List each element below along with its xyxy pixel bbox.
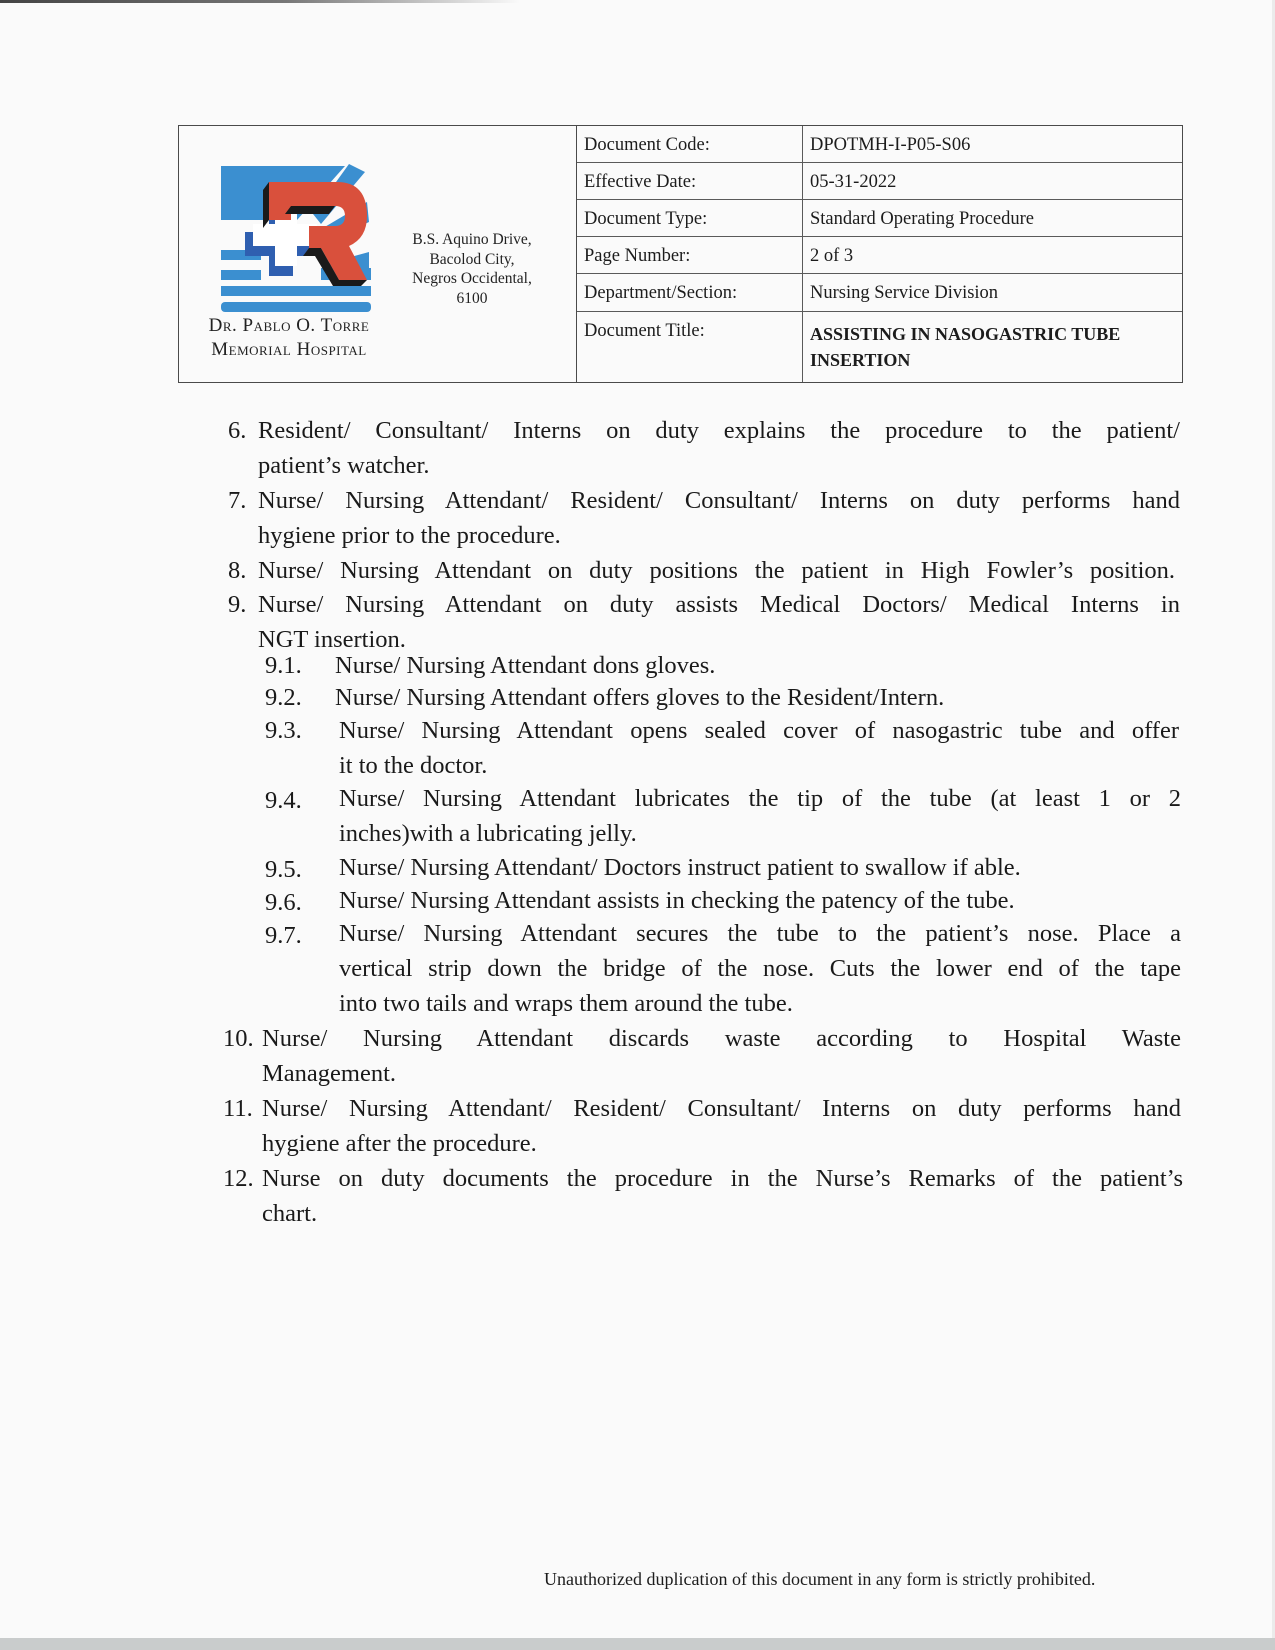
step-text: Nurse/ Nursing Attendant on duty assists Medical Doctors/ Medical Interns in [258,591,1180,618]
step-text: Management. [262,1060,397,1087]
address-line: 6100 [456,289,488,307]
address-line: Negros Occidental, [412,270,532,287]
hospital-identity-cell [179,126,577,382]
step-number: 11. [223,1095,253,1122]
step-text: NGT insertion. [258,626,406,653]
substep-text: Nurse/ Nursing Attendant secures the tube to the patient’s nose. Place a [339,920,1181,947]
hospital-name [189,314,389,362]
step-text: Nurse/ Nursing Attendant/ Resident/ Consultant/ Interns on duty performs hand [258,487,1180,514]
meta-label: Document Code: [584,135,710,155]
meta-label: Page Number: [584,246,691,266]
substep-number: 9.6. [265,889,302,916]
meta-row-page-number [577,237,1182,274]
substep-text: Nurse/ Nursing Attendant opens sealed cover of nasogastric tube and offer [339,717,1179,744]
substep-number: 9.4. [265,787,302,814]
hospital-name-line-2: Memorial Hospital [211,339,367,360]
step-number: 10. [223,1025,254,1052]
substep-text: Nurse/ Nursing Attendant dons gloves. [335,652,716,679]
hospital-address [397,230,547,308]
substep-text: Nurse/ Nursing Attendant lubricates the tip of the tube (at least 1 or 2 [339,785,1181,812]
meta-value: Nursing Service Division [810,283,999,303]
meta-row-document-title [577,312,1182,382]
substep-text: into two tails and wraps them around the tube. [339,990,793,1017]
address-line: Bacolod City, [429,250,515,268]
step-text: Nurse/ Nursing Attendant/ Resident/ Consultant/ Interns on duty performs hand [262,1095,1181,1122]
substep-number: 9.7. [265,922,302,949]
meta-label: Document Type: [584,209,708,229]
substep-text: it to the doctor. [339,752,488,779]
meta-label: Effective Date: [584,172,697,192]
substep-number: 9.2. [265,684,302,711]
address-line: B.S. Aquino Drive, [412,231,532,248]
step-text: Nurse on duty documents the procedure in the Nurse’s Remarks of the patient’s [262,1165,1183,1192]
meta-row-department [577,274,1182,312]
substep-number: 9.3. [265,717,302,744]
step-number: 7. [228,487,247,514]
step-text: patient’s watcher. [258,452,430,479]
meta-label: Document Title: [584,321,705,341]
document-title: ASSISTING IN NASOGASTRIC TUBE INSERTION [810,324,1121,370]
scan-edge-bottom [0,1638,1275,1650]
step-text: Resident/ Consultant/ Interns on duty explains the procedure to the patient/ [258,417,1180,444]
substep-text: Nurse/ Nursing Attendant offers gloves to the Resident/Intern. [335,684,945,711]
step-number: 12. [223,1165,254,1192]
footer-notice: Unauthorized duplication of this document in any form is strictly prohibited. [544,1569,1096,1589]
meta-row-effective-date [577,163,1182,200]
meta-value: 2 of 3 [810,246,854,266]
meta-value: 05-31-2022 [810,172,897,192]
substep-number: 9.1. [265,652,302,679]
meta-row-document-type [577,200,1182,237]
scan-edge-artifact [0,0,520,3]
substep-number: 9.5. [265,856,302,883]
step-text: Nurse/ Nursing Attendant discards waste according to Hospital Waste [262,1025,1181,1052]
substep-text: Nurse/ Nursing Attendant/ Doctors instruct patient to swallow if able. [339,854,1021,881]
step-number: 9. [228,591,247,618]
step-text: hygiene after the procedure. [262,1130,537,1157]
document-metadata [577,126,1182,382]
step-number: 6. [228,417,247,444]
document-header-table [178,125,1183,383]
substep-text: Nurse/ Nursing Attendant assists in checking the patency of the tube. [339,887,1015,914]
meta-value: Standard Operating Procedure [810,209,1034,229]
step-number: 8. [228,557,247,584]
meta-label: Department/Section: [584,283,738,303]
hospital-name-line-1: Dr. Pablo O. Torre [208,315,370,336]
step-text: hygiene prior to the procedure. [258,522,561,549]
meta-row-document-code [577,126,1182,163]
step-text: chart. [262,1200,318,1227]
hospital-logo-icon [217,162,371,314]
substep-text: inches)with a lubricating jelly. [339,820,637,847]
substep-text: vertical strip down the bridge of the nose. Cuts the lower end of the tape [339,955,1181,982]
step-text: Nurse/ Nursing Attendant on duty positions the patient in High Fowler’s position. [258,557,1175,584]
meta-value: DPOTMH-I-P05-S06 [810,135,971,155]
